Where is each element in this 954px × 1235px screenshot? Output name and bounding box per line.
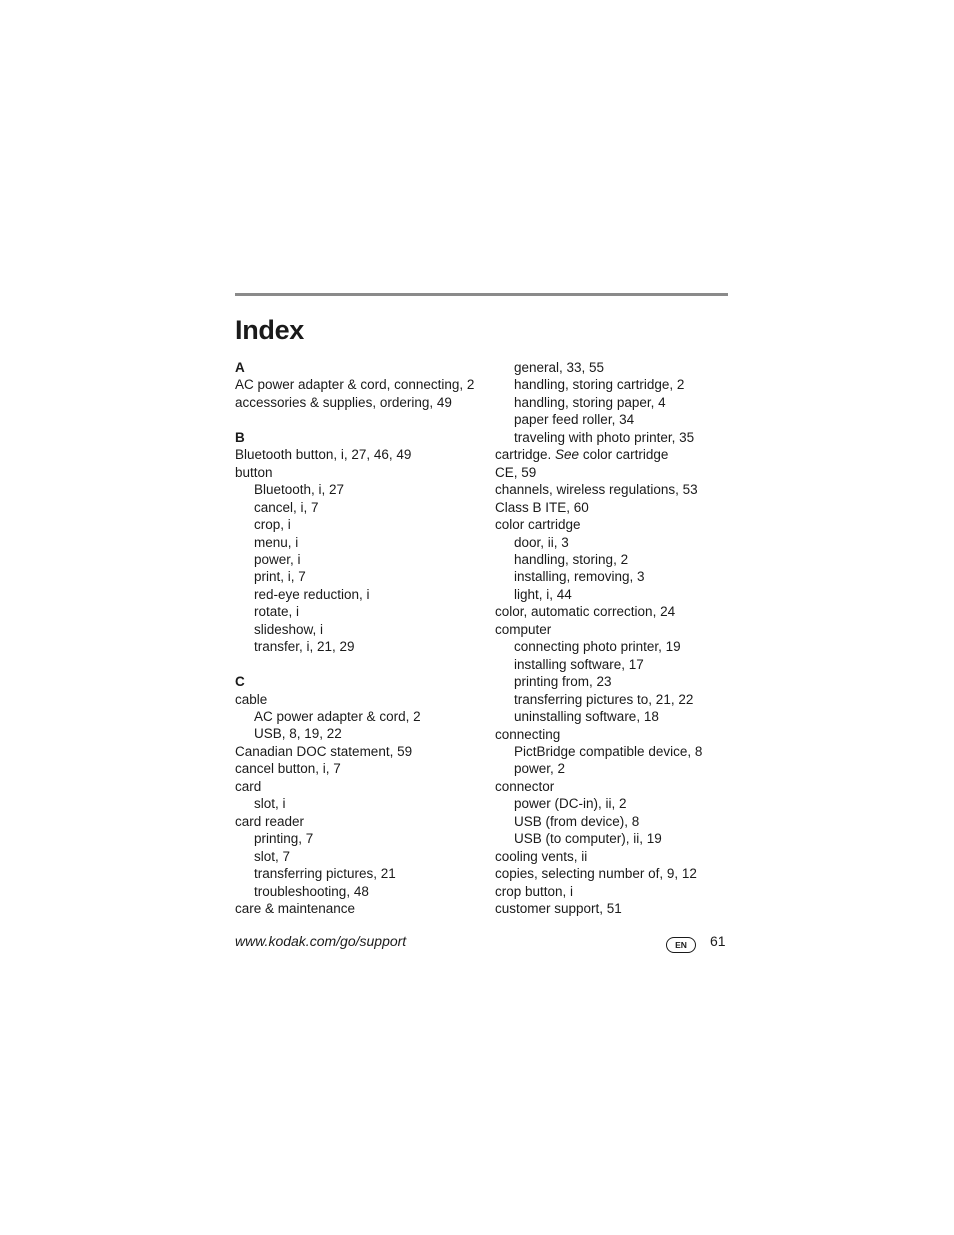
index-entry: care & maintenance xyxy=(235,901,356,917)
header-rule xyxy=(235,293,728,296)
section-gap xyxy=(235,411,485,428)
index-subentry: slideshow, i xyxy=(254,621,324,637)
see-target: color cartridge xyxy=(579,447,669,463)
language-badge: EN xyxy=(666,937,696,953)
index-entry: cooling vents, ii xyxy=(495,848,588,864)
see-reference: See xyxy=(555,447,580,463)
index-entry: connector xyxy=(495,778,555,794)
index-subentry: printing from, 23 xyxy=(514,674,612,690)
index-subentry: print, i, 7 xyxy=(254,569,306,585)
index-entry: crop button, i xyxy=(495,883,574,899)
index-subentry: crop, i xyxy=(254,517,291,533)
index-subentry: rotate, i xyxy=(254,604,300,620)
footer-url: www.kodak.com/go/support xyxy=(235,933,407,949)
index-subentry: troubleshooting, 48 xyxy=(254,883,369,899)
index-entry: color, automatic correction, 24 xyxy=(495,604,676,620)
index-subentry: handling, storing paper, 4 xyxy=(514,394,666,410)
section-letter: A xyxy=(235,360,245,375)
index-subentry: general, 33, 55 xyxy=(514,360,605,375)
index-entry: computer xyxy=(495,621,552,637)
index-subentry: cancel, i, 7 xyxy=(254,499,319,515)
index-subentry: Bluetooth, i, 27 xyxy=(254,482,345,498)
index-entry: Canadian DOC statement, 59 xyxy=(235,743,413,759)
index-subentry: AC power adapter & cord, 2 xyxy=(254,709,421,725)
index-entry-term: cartridge. xyxy=(495,447,556,463)
index-subentry: installing software, 17 xyxy=(514,656,644,672)
index-subentry: handling, storing cartridge, 2 xyxy=(514,377,685,393)
index-subentry: power, 2 xyxy=(514,761,566,777)
index-entry: card reader xyxy=(235,813,305,829)
index-subentry: slot, 7 xyxy=(254,848,291,864)
index-entry xyxy=(495,446,745,463)
index-subentry: power (DC-in), ii, 2 xyxy=(514,796,627,812)
index-column-right xyxy=(495,359,745,918)
page-title: Index xyxy=(235,315,305,345)
index-entry: copies, selecting number of, 9, 12 xyxy=(495,866,697,882)
index-subentry: slot, i xyxy=(254,796,286,812)
index-subentry: red-eye reduction, i xyxy=(254,586,370,602)
index-subentry: paper feed roller, 34 xyxy=(514,412,635,428)
index-subentry: transferring pictures to, 21, 22 xyxy=(514,691,694,707)
index-subentry: printing, 7 xyxy=(254,831,314,847)
index-column-left xyxy=(235,359,485,917)
index-subentry: USB (to computer), ii, 19 xyxy=(514,831,662,847)
index-subentry: light, i, 44 xyxy=(514,586,572,602)
index-subentry: connecting photo printer, 19 xyxy=(514,639,681,655)
index-subentry: transferring pictures, 21 xyxy=(254,866,396,882)
index-subentry: transfer, i, 21, 29 xyxy=(254,639,355,655)
index-subentry: handling, storing, 2 xyxy=(514,551,629,567)
index-subentry: PictBridge compatible device, 8 xyxy=(514,743,703,759)
index-entry: color cartridge xyxy=(495,517,581,533)
index-entry: button xyxy=(235,464,273,480)
index-subentry: USB, 8, 19, 22 xyxy=(254,726,342,742)
index-entry: AC power adapter & cord, connecting, 2 xyxy=(235,377,475,393)
index-subentry: uninstalling software, 18 xyxy=(514,709,659,725)
index-entry: customer support, 51 xyxy=(495,901,622,917)
index-entry: Class B ITE, 60 xyxy=(495,499,589,515)
section-letter: B xyxy=(235,429,245,445)
section-letter: C xyxy=(235,674,245,690)
index-subentry: power, i xyxy=(254,551,301,567)
index-entry: Bluetooth button, i, 27, 46, 49 xyxy=(235,447,412,463)
index-subentry: USB (from device), 8 xyxy=(514,813,640,829)
index-subentry: door, ii, 3 xyxy=(514,534,569,550)
index-entry: cancel button, i, 7 xyxy=(235,761,341,777)
index-entry: connecting xyxy=(495,726,561,742)
index-subentry: menu, i xyxy=(254,534,299,550)
section-gap xyxy=(235,656,485,673)
index-entry: card xyxy=(235,778,262,794)
page-number: 61 xyxy=(710,933,726,949)
index-entry: CE, 59 xyxy=(495,464,537,480)
index-entry: cable xyxy=(235,691,268,707)
index-subentry: installing, removing, 3 xyxy=(514,569,645,585)
index-entry: accessories & supplies, ordering, 49 xyxy=(235,394,452,410)
index-entry: channels, wireless regulations, 53 xyxy=(495,482,698,498)
index-subentry: traveling with photo printer, 35 xyxy=(514,429,695,445)
